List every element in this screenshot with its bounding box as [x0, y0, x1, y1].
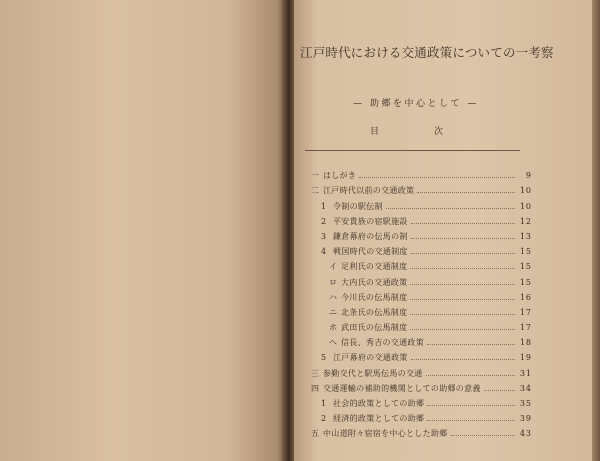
toc-entry-page: 16 — [519, 292, 532, 302]
toc-entry-page: 9 — [525, 171, 532, 181]
toc-entry-page: 15 — [519, 262, 532, 272]
toc-entry — [311, 288, 532, 303]
toc-leader-dots — [411, 359, 515, 360]
toc-entry-number: 5 — [321, 353, 327, 363]
toc-heading-char: 目 — [370, 127, 380, 137]
toc-entry-number: 五 — [311, 429, 319, 439]
toc-entry-number: 二 — [311, 186, 319, 196]
toc-entry-title: 武田氏の伝馬制度 — [341, 323, 408, 333]
toc-entry-title: 鎌倉幕府の伝馬の制 — [333, 231, 408, 241]
toc-entry-page: 15 — [519, 277, 532, 287]
toc-leader-dots — [411, 253, 515, 254]
toc-entry-number: ヘ — [329, 338, 337, 348]
toc-entry-number: ニ — [329, 307, 337, 317]
toc-entry — [311, 212, 532, 227]
toc-entry-title: 参勤交代と駅馬伝馬の交通 — [323, 368, 423, 378]
toc-entry-page: 43 — [519, 429, 532, 439]
toc-entry — [311, 257, 532, 272]
toc-entry — [311, 166, 532, 181]
toc-entry-number: 三 — [311, 368, 319, 378]
article-subtitle: — 助郷を中心として — — [353, 99, 479, 109]
toc-leader-dots — [427, 405, 515, 406]
toc-entry-number: イ — [329, 262, 337, 272]
toc-list — [311, 166, 532, 439]
toc-entry-number: 2 — [321, 216, 327, 226]
toc-entry-number: 4 — [321, 247, 327, 257]
toc-entry — [311, 348, 532, 363]
toc-entry-page: 15 — [519, 247, 532, 257]
toc-entry-title: 大内氏の交通政策 — [341, 277, 408, 287]
toc-leader-dots — [410, 268, 515, 269]
toc-heading-char: 次 — [434, 127, 444, 137]
toc-entry-page: 18 — [519, 338, 532, 348]
toc-entry-title: 社会的政策としての助郷 — [333, 399, 425, 408]
toc-entry-number: ホ — [329, 323, 337, 333]
toc-entry-page: 31 — [519, 368, 532, 378]
toc-entry-title: 北条氏の伝馬制度 — [341, 307, 408, 317]
toc-leader-dots — [410, 314, 515, 315]
toc-leader-dots — [451, 435, 516, 436]
toc-entry-page: 12 — [519, 216, 532, 226]
toc-entry — [311, 272, 532, 287]
toc-entry-page: 34 — [519, 383, 532, 393]
article-title: 江戸時代における交通政策についての一考察 — [300, 45, 554, 60]
toc-entry — [311, 333, 532, 348]
toc-leader-dots — [427, 344, 515, 345]
toc-entry-page: 19 — [519, 353, 532, 363]
toc-entry-page: 13 — [519, 231, 532, 241]
left-page — [0, 0, 286, 461]
toc-entry-title: 江戸幕府の交通政策 — [333, 353, 408, 363]
toc-leader-dots — [410, 284, 515, 285]
toc-entry — [311, 181, 532, 196]
toc-entry-number: 2 — [321, 414, 327, 424]
toc-entry-title: 平安貴族の宿駅施設 — [333, 216, 408, 226]
toc-entry-number: 四 — [311, 383, 319, 393]
toc-entry — [311, 196, 532, 211]
toc-leader-dots — [426, 375, 515, 376]
toc-entry — [311, 409, 532, 424]
toc-entry — [311, 363, 532, 378]
page-edge — [592, 0, 600, 461]
toc-entry — [311, 424, 532, 439]
toc-entry-title: 交通運輸の補助的機関としての助郷の意義 — [323, 383, 481, 393]
toc-heading — [370, 124, 470, 136]
toc-leader-dots — [411, 238, 515, 239]
toc-entry-title: はしがき — [323, 171, 357, 181]
toc-entry-title: 経済的政策としての助郷 — [333, 414, 425, 424]
toc-entry-title: 信長、秀吉の交通政策 — [341, 338, 424, 348]
toc-entry-page: 10 — [519, 186, 532, 196]
toc-divider — [305, 150, 520, 151]
toc-leader-dots — [386, 208, 515, 209]
toc-entry-page: 35 — [519, 399, 532, 408]
toc-entry — [311, 379, 532, 394]
toc-entry — [311, 303, 532, 318]
toc-entry-page: 17 — [519, 323, 532, 333]
toc-entry-number: 1 — [321, 201, 327, 211]
toc-leader-dots — [484, 390, 515, 391]
toc-entry-title: 足利氏の交通制度 — [341, 262, 408, 272]
toc-entry-number: 1 — [321, 399, 327, 408]
toc-entry — [311, 227, 532, 242]
toc-entry-title: 今川氏の伝馬制度 — [341, 292, 408, 302]
toc-leader-dots — [411, 223, 515, 224]
toc-entry-title: 中山道附々宿宿を中心とした助郷 — [323, 429, 448, 439]
toc-entry-page: 39 — [519, 414, 532, 424]
toc-entry-number: 一 — [311, 171, 319, 181]
toc-entry — [311, 242, 532, 257]
toc-leader-dots — [359, 177, 515, 178]
toc-entry-page: 17 — [519, 307, 532, 317]
toc-leader-dots — [427, 420, 515, 421]
toc-entry-number: ロ — [329, 277, 337, 287]
toc-entry — [311, 394, 532, 409]
toc-entry-page: 10 — [519, 201, 532, 211]
toc-entry-title: 令制の駅伝制 — [333, 201, 383, 211]
toc-entry-number: 3 — [321, 231, 327, 241]
toc-entry-title: 戦国時代の交通制度 — [333, 247, 408, 257]
toc-leader-dots — [417, 192, 515, 193]
toc-leader-dots — [410, 329, 515, 330]
toc-leader-dots — [410, 299, 515, 300]
toc-entry-title: 江戸時代以前の交通政策 — [323, 186, 415, 196]
toc-entry — [311, 318, 532, 333]
toc-entry-number: ハ — [329, 292, 337, 302]
